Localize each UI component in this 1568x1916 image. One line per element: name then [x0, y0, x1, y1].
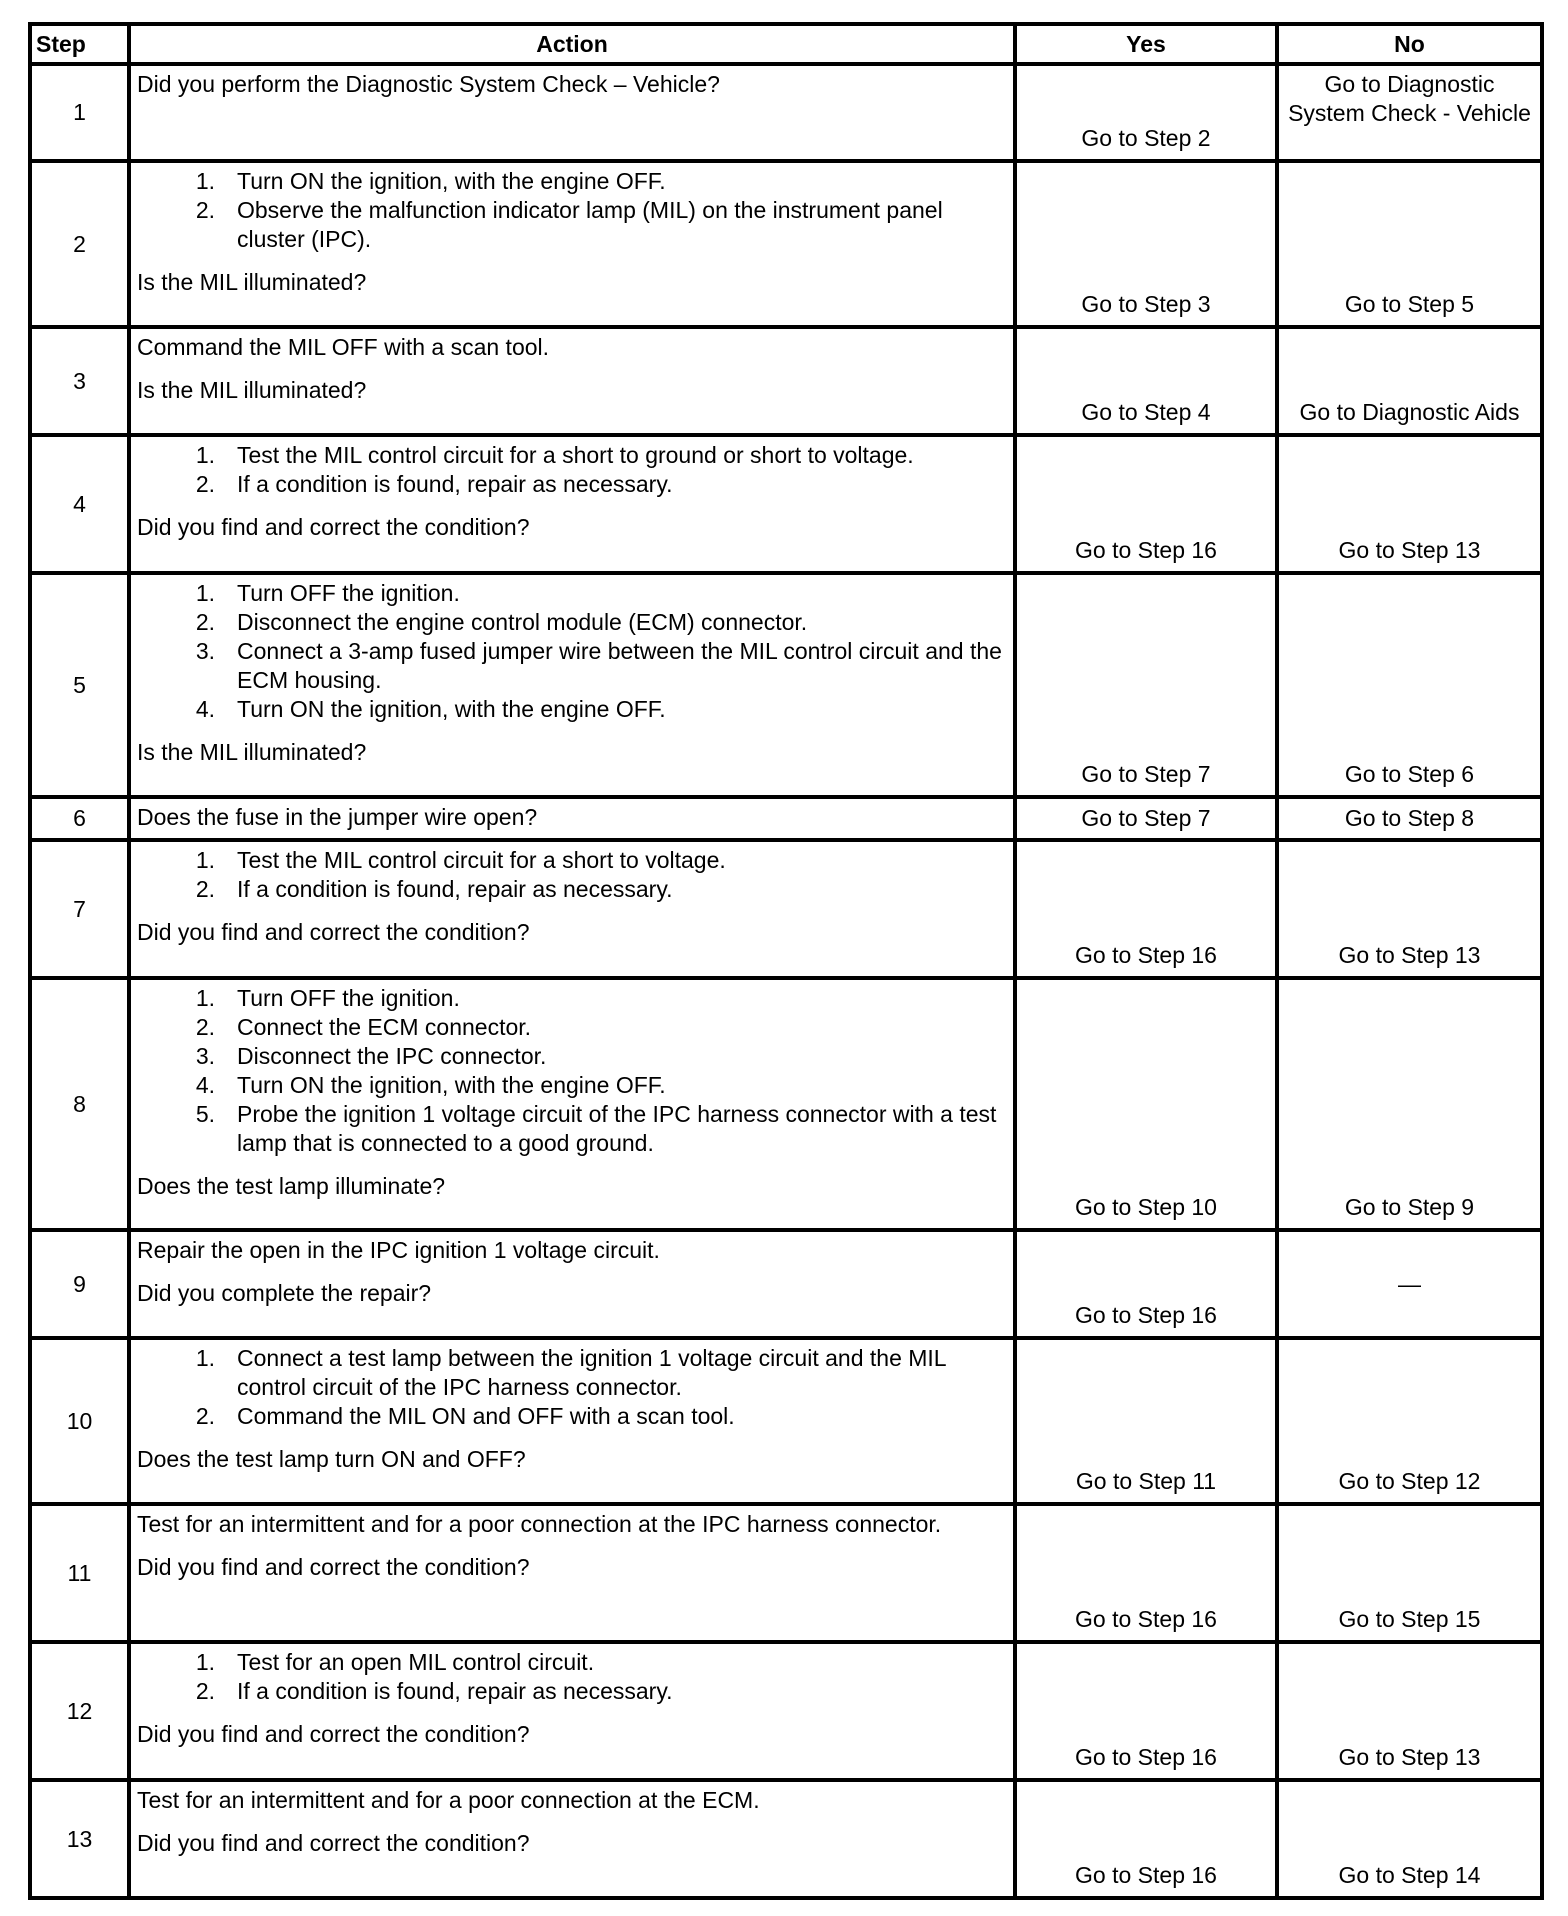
list-item	[137, 1013, 1007, 1042]
no-cell: Go to Step 14	[1277, 1780, 1542, 1898]
list-item	[137, 1648, 1007, 1677]
list-item-text: Command the MIL ON and OFF with a scan tool.	[237, 1403, 735, 1429]
question-text: Is the MIL illuminated?	[137, 739, 367, 765]
step-number: 11	[30, 1504, 129, 1642]
list-item-number: 2.	[195, 197, 215, 223]
table-row	[30, 327, 1542, 435]
table-row	[30, 1504, 1542, 1642]
question-text: Did you find and correct the condition?	[137, 1721, 530, 1747]
list-item-text: If a condition is found, repair as necessary.	[237, 876, 673, 902]
list-item-number: 2.	[195, 1403, 215, 1429]
list-item-text: Connect a 3-amp fused jumper wire between the MIL control circuit and the ECM housing.	[237, 638, 1002, 693]
action-steps-list	[137, 1648, 1007, 1706]
action-text: Test for an intermittent and for a poor connection at the ECM.	[137, 1787, 760, 1813]
action-steps-list	[137, 579, 1007, 724]
step-number: 7	[30, 840, 129, 978]
no-cell: Go to Diagnostic System Check - Vehicle	[1277, 64, 1542, 161]
list-item-number: 1.	[195, 1649, 215, 1675]
question-text: Did you find and correct the condition?	[137, 1554, 530, 1580]
no-cell: Go to Step 13	[1277, 840, 1542, 978]
list-item	[137, 1042, 1007, 1071]
list-item-text: Test the MIL control circuit for a short to voltage.	[237, 847, 726, 873]
question-text: Is the MIL illuminated?	[137, 269, 367, 295]
action-cell	[129, 1780, 1015, 1898]
table-row	[30, 435, 1542, 573]
list-item-text: Disconnect the engine control module (ECM) connector.	[237, 609, 808, 635]
table-row	[30, 573, 1542, 797]
list-item-text: Turn ON the ignition, with the engine OFF.	[237, 696, 666, 722]
table-row	[30, 1642, 1542, 1780]
action-text: Test for an intermittent and for a poor connection at the IPC harness connector.	[137, 1511, 942, 1537]
table-row	[30, 797, 1542, 840]
no-cell: Go to Step 8	[1277, 797, 1542, 840]
yes-cell: Go to Step 2	[1015, 64, 1277, 161]
table-row	[30, 1780, 1542, 1898]
action-steps-list	[137, 441, 1007, 499]
step-number: 8	[30, 978, 129, 1230]
list-item-text: Connect a test lamp between the ignition 1 voltage circuit and the MIL control circuit of the IPC harness connector.	[237, 1345, 946, 1400]
question-text: Does the test lamp turn ON and OFF?	[137, 1446, 526, 1472]
no-cell: —	[1277, 1230, 1542, 1338]
header-yes: Yes	[1015, 24, 1277, 64]
step-number: 2	[30, 161, 129, 327]
table-row	[30, 64, 1542, 161]
step-number: 12	[30, 1642, 129, 1780]
list-item-number: 1.	[195, 168, 215, 194]
action-cell	[129, 327, 1015, 435]
step-number: 10	[30, 1338, 129, 1504]
list-item-number: 5.	[195, 1101, 215, 1127]
list-item	[137, 1344, 1007, 1402]
question-text: Does the test lamp illuminate?	[137, 1173, 446, 1199]
no-cell: Go to Step 13	[1277, 435, 1542, 573]
list-item-text: Turn OFF the ignition.	[237, 985, 460, 1011]
action-steps-list	[137, 1344, 1007, 1431]
list-item-text: If a condition is found, repair as necessary.	[237, 471, 673, 497]
action-cell	[129, 978, 1015, 1230]
header-step: Step	[30, 24, 129, 64]
question-text: Did you complete the repair?	[137, 1280, 432, 1306]
step-number: 3	[30, 327, 129, 435]
table-row	[30, 1230, 1542, 1338]
yes-cell: Go to Step 7	[1015, 797, 1277, 840]
header-row	[30, 24, 1542, 64]
list-item-number: 2.	[195, 1678, 215, 1704]
yes-cell: Go to Step 3	[1015, 161, 1277, 327]
list-item	[137, 1071, 1007, 1100]
action-cell	[129, 1230, 1015, 1338]
list-item-number: 1.	[195, 442, 215, 468]
list-item-text: Disconnect the IPC connector.	[237, 1043, 547, 1069]
list-item	[137, 1402, 1007, 1431]
no-cell: Go to Step 15	[1277, 1504, 1542, 1642]
action-cell	[129, 797, 1015, 840]
yes-cell: Go to Step 10	[1015, 978, 1277, 1230]
list-item-text: Connect the ECM connector.	[237, 1014, 532, 1040]
list-item-number: 1.	[195, 985, 215, 1011]
yes-cell: Go to Step 16	[1015, 1504, 1277, 1642]
action-cell	[129, 573, 1015, 797]
step-number: 6	[30, 797, 129, 840]
question-text: Did you find and correct the condition?	[137, 919, 530, 945]
action-steps-list	[137, 984, 1007, 1158]
step-number: 1	[30, 64, 129, 161]
list-item-number: 3.	[195, 638, 215, 664]
list-item	[137, 1677, 1007, 1706]
list-item-number: 2.	[195, 1014, 215, 1040]
list-item-text: Test for an open MIL control circuit.	[237, 1649, 595, 1675]
yes-cell: Go to Step 4	[1015, 327, 1277, 435]
list-item-text: Turn ON the ignition, with the engine OFF.	[237, 1072, 666, 1098]
action-cell	[129, 64, 1015, 161]
header-action: Action	[129, 24, 1015, 64]
list-item	[137, 875, 1007, 904]
no-cell: Go to Step 5	[1277, 161, 1542, 327]
yes-cell: Go to Step 11	[1015, 1338, 1277, 1504]
list-item	[137, 167, 1007, 196]
yes-cell: Go to Step 16	[1015, 1642, 1277, 1780]
yes-cell: Go to Step 16	[1015, 1230, 1277, 1338]
question-text: Did you find and correct the condition?	[137, 1830, 530, 1856]
action-steps-list	[137, 167, 1007, 254]
header-no: No	[1277, 24, 1542, 64]
list-item	[137, 579, 1007, 608]
step-number: 9	[30, 1230, 129, 1338]
list-item-text: If a condition is found, repair as necessary.	[237, 1678, 673, 1704]
list-item-number: 4.	[195, 696, 215, 722]
no-cell: Go to Step 6	[1277, 573, 1542, 797]
list-item	[137, 984, 1007, 1013]
action-cell	[129, 161, 1015, 327]
action-cell	[129, 1338, 1015, 1504]
table-row	[30, 978, 1542, 1230]
action-cell	[129, 1504, 1015, 1642]
list-item-text: Test the MIL control circuit for a short to ground or short to voltage.	[237, 442, 914, 468]
action-text: Command the MIL OFF with a scan tool.	[137, 334, 550, 360]
action-cell	[129, 435, 1015, 573]
list-item-text: Probe the ignition 1 voltage circuit of the IPC harness connector with a test lamp that is connected to a good ground.	[237, 1101, 997, 1156]
list-item-number: 3.	[195, 1043, 215, 1069]
list-item	[137, 846, 1007, 875]
table-row	[30, 840, 1542, 978]
yes-cell: Go to Step 16	[1015, 1780, 1277, 1898]
action-text: Does the fuse in the jumper wire open?	[137, 804, 538, 830]
list-item-text: Observe the malfunction indicator lamp (MIL) on the instrument panel cluster (IPC).	[237, 197, 943, 252]
no-cell: Go to Step 12	[1277, 1338, 1542, 1504]
table-row	[30, 161, 1542, 327]
list-item-text: Turn OFF the ignition.	[237, 580, 460, 606]
list-item-number: 2.	[195, 471, 215, 497]
diagnostic-table	[28, 22, 1544, 1900]
list-item	[137, 441, 1007, 470]
list-item-text: Turn ON the ignition, with the engine OFF.	[237, 168, 666, 194]
step-number: 4	[30, 435, 129, 573]
list-item-number: 1.	[195, 847, 215, 873]
yes-cell: Go to Step 7	[1015, 573, 1277, 797]
list-item	[137, 470, 1007, 499]
list-item-number: 1.	[195, 1345, 215, 1371]
action-text: Repair the open in the IPC ignition 1 voltage circuit.	[137, 1237, 660, 1263]
list-item-number: 2.	[195, 876, 215, 902]
list-item-number: 2.	[195, 609, 215, 635]
list-item-number: 1.	[195, 580, 215, 606]
yes-cell: Go to Step 16	[1015, 840, 1277, 978]
list-item	[137, 196, 1007, 254]
list-item	[137, 637, 1007, 695]
list-item	[137, 608, 1007, 637]
step-number: 5	[30, 573, 129, 797]
no-cell: Go to Step 9	[1277, 978, 1542, 1230]
action-steps-list	[137, 846, 1007, 904]
yes-cell: Go to Step 16	[1015, 435, 1277, 573]
list-item-number: 4.	[195, 1072, 215, 1098]
step-number: 13	[30, 1780, 129, 1898]
no-cell: Go to Diagnostic Aids	[1277, 327, 1542, 435]
action-cell	[129, 1642, 1015, 1780]
no-cell: Go to Step 13	[1277, 1642, 1542, 1780]
question-text: Did you find and correct the condition?	[137, 514, 530, 540]
question-text: Is the MIL illuminated?	[137, 377, 367, 403]
table-row	[30, 1338, 1542, 1504]
action-cell	[129, 840, 1015, 978]
action-text: Did you perform the Diagnostic System Check – Vehicle?	[137, 71, 720, 97]
list-item	[137, 695, 1007, 724]
list-item	[137, 1100, 1007, 1158]
